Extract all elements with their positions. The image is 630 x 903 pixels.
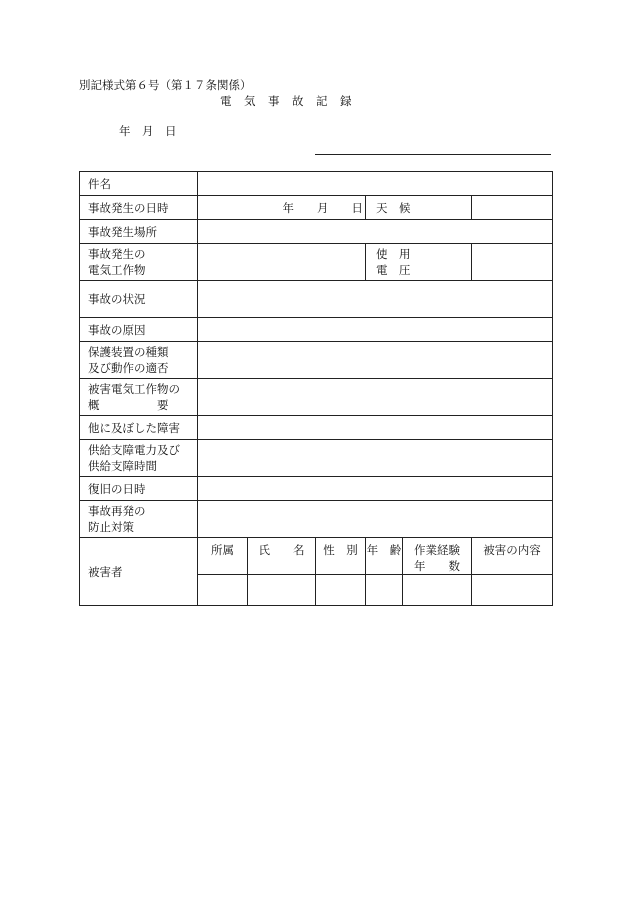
document-title: 電 気 事 故 記 録 [220, 94, 352, 108]
row-prevention [80, 501, 553, 538]
occurrence-place-label: 事故発生場所 [80, 220, 198, 244]
case-name-field[interactable] [198, 172, 553, 196]
row-victim-header [80, 538, 553, 575]
victim-name-field[interactable] [248, 575, 316, 606]
form-reference: 別記様式第６号（第１７条関係） [79, 78, 252, 92]
victim-experience-field[interactable] [403, 575, 472, 606]
damaged-facility-field[interactable] [198, 379, 553, 416]
row-status [80, 281, 553, 318]
signature-line [315, 154, 551, 155]
row-facility [80, 244, 553, 281]
victim-col-age: 年 齢 [366, 538, 403, 575]
victim-col-affiliation: 所属 [198, 538, 248, 575]
cause-field[interactable] [198, 318, 553, 342]
case-name-label: 件名 [80, 172, 198, 196]
accident-record-table [79, 171, 553, 606]
supply-outage-field[interactable] [198, 440, 553, 477]
status-field[interactable] [198, 281, 553, 318]
row-restoration [80, 477, 553, 501]
victim-col-experience: 作業経験 年 数 [403, 538, 472, 575]
occurrence-datetime-field[interactable]: 年 月 日 [198, 196, 366, 220]
prevention-label: 事故再発の 防止対策 [80, 501, 198, 538]
protection-label: 保護装置の種類 及び動作の適否 [80, 342, 198, 379]
victim-col-damage: 被害の内容 [472, 538, 553, 575]
victim-affiliation-field[interactable] [198, 575, 248, 606]
victim-sex-field[interactable] [316, 575, 366, 606]
row-occurrence-datetime [80, 196, 553, 220]
victim-age-field[interactable] [366, 575, 403, 606]
victim-col-name: 氏 名 [248, 538, 316, 575]
row-case-name [80, 172, 553, 196]
row-damaged-facility [80, 379, 553, 416]
restoration-label: 復旧の日時 [80, 477, 198, 501]
damaged-facility-label: 被害電気工作物の 概 要 [80, 379, 198, 416]
victim-damage-field[interactable] [472, 575, 553, 606]
weather-field[interactable] [472, 196, 553, 220]
row-cause [80, 318, 553, 342]
prevention-field[interactable] [198, 501, 553, 538]
row-other-impact [80, 416, 553, 440]
row-supply-outage [80, 440, 553, 477]
occurrence-place-field[interactable] [198, 220, 553, 244]
status-label: 事故の状況 [80, 281, 198, 318]
row-occurrence-place [80, 220, 553, 244]
other-impact-label: 他に及ぼした障害 [80, 416, 198, 440]
facility-field[interactable] [198, 244, 366, 281]
facility-label: 事故発生の 電気工作物 [80, 244, 198, 281]
voltage-label: 使 用 電 圧 [366, 244, 472, 281]
record-date: 年 月 日 [119, 124, 177, 138]
other-impact-field[interactable] [198, 416, 553, 440]
restoration-field[interactable] [198, 477, 553, 501]
voltage-field[interactable] [472, 244, 553, 281]
weather-label: 天 候 [366, 196, 472, 220]
cause-label: 事故の原因 [80, 318, 198, 342]
occurrence-datetime-label: 事故発生の日時 [80, 196, 198, 220]
victim-col-sex: 性 別 [316, 538, 366, 575]
supply-outage-label: 供給支障電力及び 供給支障時間 [80, 440, 198, 477]
row-protection [80, 342, 553, 379]
victim-label: 被害者 [80, 538, 198, 606]
protection-field[interactable] [198, 342, 553, 379]
